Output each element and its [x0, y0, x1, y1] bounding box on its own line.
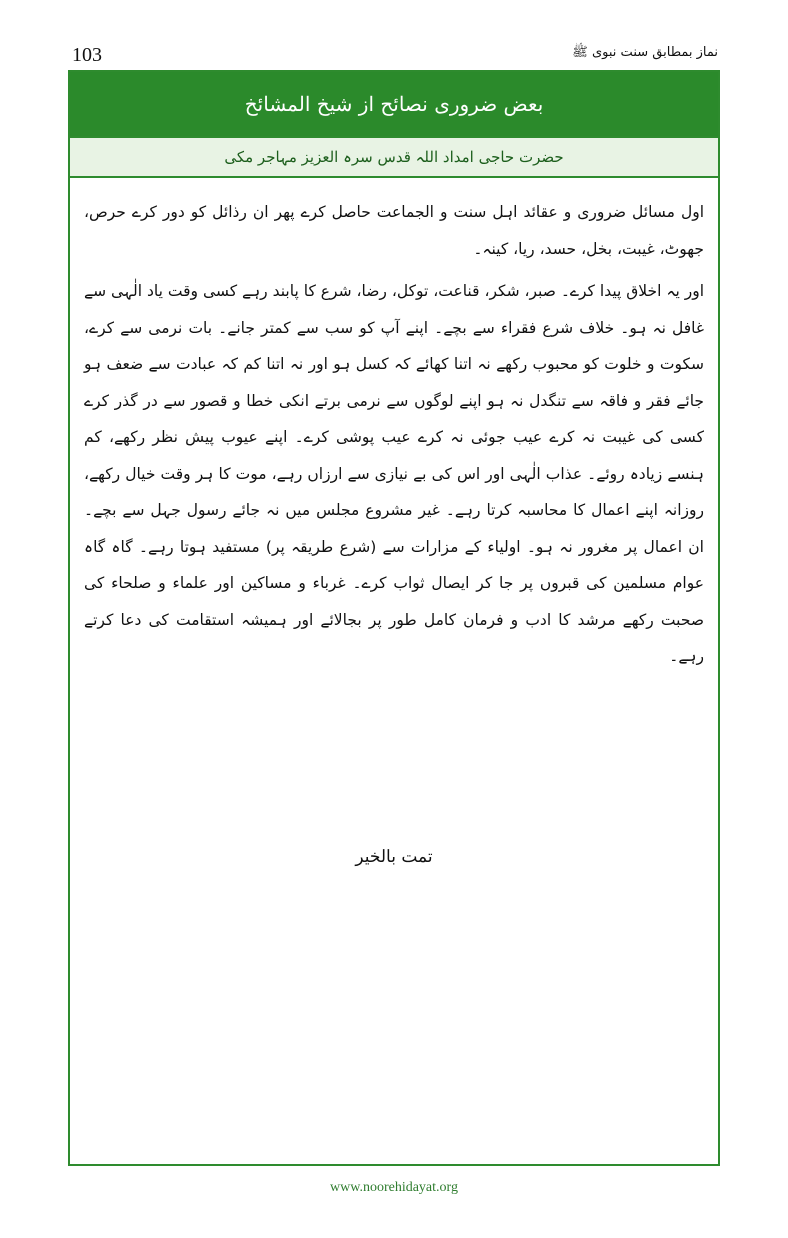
closing-text: تمت بالخیر — [355, 847, 433, 867]
section-title: بعض ضروری نصائح از شیخ المشائخ — [70, 72, 718, 136]
paragraph: اور یہ اخلاق پیدا کرے۔ صبر، شکر، قناعت، توکل، رضا، شرع کا پابند رہے کسی وقت یاد الٰہی سے غافل نہ ہو۔ خلاف شرع فقراء سے بچے۔ اپنے آپ کو سب سے کمتر جانے۔ بات نرمی سے کرے، سکوت و خلوت کو محبوب رکھے نہ اتنا کھائے کہ کسل ہو اور نہ اتنا کم کہ عبادت سے ضعف ہو جائے فقر و فاقہ سے تنگدل نہ ہو اپنے لوگوں سے نرمی برتے انکی خطا و قصور سے در گذر کرے کسی کی غیبت نہ کرے عیب جوئی نہ کرے عیب پوشی کرے۔ اپنے عیوب پیش نظر رکھے، کم ہنسے زیادہ روئے۔ عذاب الٰہی اور اس کی بے نیازی سے ارزاں رہے، موت کا ہر وقت خیال رکھے، روزانہ اپنے اعمال کا محاسبہ کرتا رہے۔ غیر مشروع مجلس میں نہ جائے رسول جہل سے بچے۔ ان اعمال پر مغرور نہ ہو۔ اولیاء کے مزارات سے (شرع طریقہ پر) مستفید ہوتا رہے۔ گاہ گاہ عوام مسلمین کی قبروں پر جا کر ایصال ثواب کرے۔ غرباء و مساکین اور علماء و صلحاء کی صحبت رکھے مرشد کا ادب و فرمان کامل طور پر بجالائے اور ہمیشہ استقامت کی دعا کرتے رہے۔ — [84, 282, 704, 665]
content-frame — [68, 70, 720, 1166]
running-header-title: نماز بمطابق سنت نبوی ﷺ — [572, 45, 718, 60]
paragraph: اول مسائل ضروری و عقائد اہل سنت و الجماعت حاصل کرے پھر ان رذائل کو دور کرے حرص، جھوٹ، غیبت، بخل، حسد، ریا، کینہ۔ — [84, 203, 704, 258]
page-number: 103 — [72, 44, 102, 66]
section-subtitle: حضرت حاجی امداد اللہ قدس سرہ العزیز مہاجر مکی — [70, 136, 718, 178]
body-text — [84, 194, 704, 675]
footer-url[interactable]: www.noorehidayat.org — [330, 1180, 458, 1195]
